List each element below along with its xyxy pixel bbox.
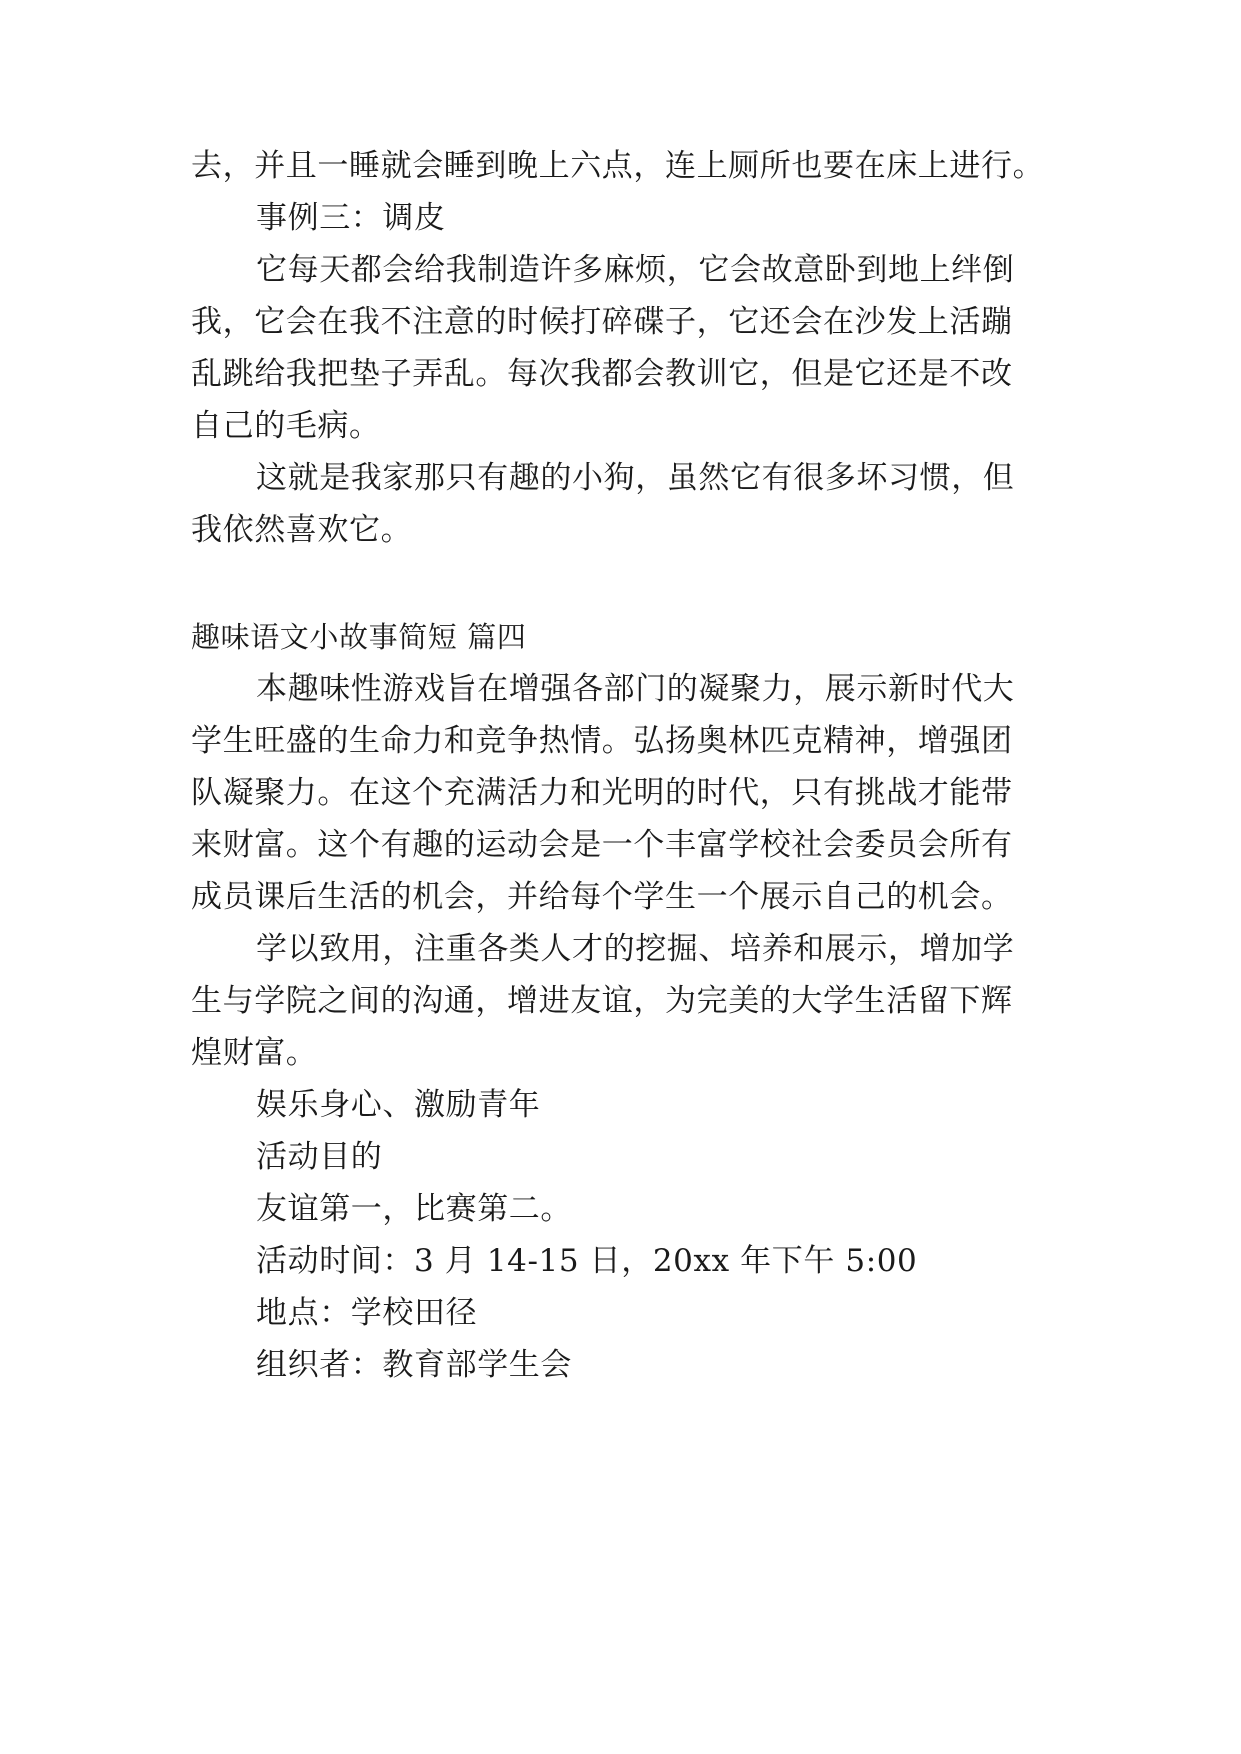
text-line: 成员课后生活的机会，并给每个学生一个展示自己的机会。 bbox=[191, 879, 1013, 915]
text-line: 我依然喜欢它。 bbox=[191, 512, 413, 548]
list-item: 地点：学校田径 bbox=[256, 1295, 478, 1331]
text-line: 来财富。这个有趣的运动会是一个丰富学校社会委员会所有 bbox=[191, 827, 1013, 863]
list-item: 组织者：教育部学生会 bbox=[256, 1347, 572, 1383]
text-line: 学以致用，注重各类人才的挖掘、培养和展示，增加学 bbox=[256, 931, 1015, 967]
text-line: 学生旺盛的生命力和竞争热情。弘扬奥林匹克精神，增强团 bbox=[191, 723, 1013, 759]
text-line: 这就是我家那只有趣的小狗，虽然它有很多坏习惯，但 bbox=[256, 460, 1015, 496]
text-line: 本趣味性游戏旨在增强各部门的凝聚力，展示新时代大 bbox=[256, 671, 1015, 707]
text-line: 乱跳给我把垫子弄乱。每次我都会教训它，但是它还是不改 bbox=[191, 356, 1013, 392]
list-item: 友谊第一，比赛第二。 bbox=[256, 1191, 572, 1227]
section-heading-example-3: 事例三：调皮 bbox=[256, 200, 446, 236]
text-line: 队凝聚力。在这个充满活力和光明的时代，只有挑战才能带 bbox=[191, 775, 1013, 811]
text-line: 自己的毛病。 bbox=[191, 408, 381, 444]
text-line: 煌财富。 bbox=[191, 1035, 318, 1071]
text-line: 它每天都会给我制造许多麻烦，它会故意卧到地上绊倒 bbox=[256, 252, 1015, 288]
list-item: 娱乐身心、激励青年 bbox=[256, 1087, 541, 1123]
text-line: 我，它会在我不注意的时候打碎碟子，它还会在沙发上活蹦 bbox=[191, 304, 1013, 340]
list-item: 活动目的 bbox=[256, 1139, 383, 1175]
section-title-part-4: 趣味语文小故事简短 篇四 bbox=[191, 620, 527, 654]
text-line: 去，并且一睡就会睡到晚上六点，连上厕所也要在床上进行。 bbox=[191, 148, 1045, 184]
text-line: 生与学院之间的沟通，增进友谊，为完美的大学生活留下辉 bbox=[191, 983, 1013, 1019]
list-item: 活动时间：3 月 14-15 日，20xx 年下午 5:00 bbox=[256, 1243, 918, 1279]
